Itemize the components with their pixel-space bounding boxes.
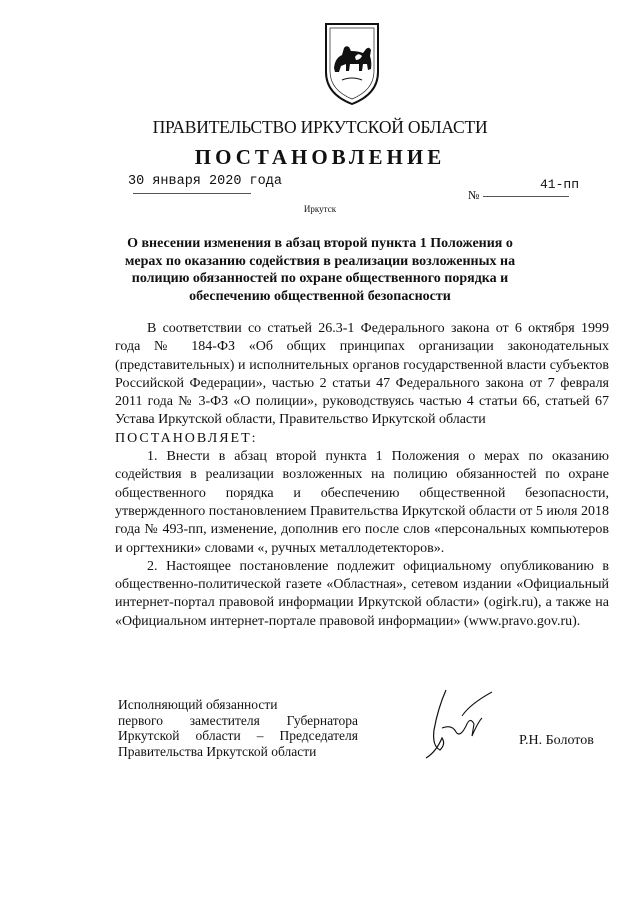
item-2-paragraph: 2. Настоящее постановление подлежит официальному опубликованию в общественно-политической газете «Областная», сетевом издании «Официальный интернет-портал правовой информации Иркутской области» (ogirk.ru), а также на «Официальном интернет-портале правовой информации» (www.pravo.gov.ru). — [115, 558, 609, 629]
document-date: 30 января 2020 года — [128, 174, 282, 189]
position-line: Правительства Иркутской области — [118, 743, 317, 759]
item-1-paragraph: 1. Внести в абзац второй пункта 1 Положения о мерах по оказанию содействия в реализации возложенных на полицию обязанностей по охране общественного порядка и обеспечению общественной безопасности, утвержденного постановлением Правительства Иркутской области от 5 июля 2018 года № 493-пп, изменение, дополнив его после слов «персональных компьютеров и оргтехники» словами «, ручных металлодетекторов». — [115, 449, 609, 556]
handwritten-signature — [412, 686, 496, 762]
document-type: ПОСТАНОВЛЕНИЕ — [194, 145, 446, 169]
city-name: Иркутск — [303, 204, 337, 214]
position-line: Исполняющий обязанности — [118, 697, 278, 712]
resolves-heading: ПОСТАНОВЛЯЕТ: — [115, 430, 258, 446]
document-number: 41-пп — [540, 177, 580, 192]
document-body — [115, 320, 609, 631]
signatory-position — [118, 697, 358, 759]
preamble-paragraph: В соответствии со статьей 26.3-1 Федерального закона от 6 октября 1999 года № 184-ФЗ «Об общих принципах организации законодательных (представительных) и исполнительных органов государственной власти субъектов Российской Федерации», частью 2 статьи 47 Федерального закона от 7 февраля 2011 года № 3-ФЗ «О полиции», руководствуясь частью 4 статьи 66, статьей 67 Устава Иркутской области, Правительство Иркутской области — [115, 321, 609, 428]
number-underline — [483, 196, 569, 197]
date-underline — [133, 193, 251, 194]
number-sign: № — [468, 188, 480, 202]
signatory-name: Р.Н. Болотов — [519, 733, 594, 748]
position-line: Иркутской области – Председателя — [118, 728, 358, 743]
coat-of-arms-icon — [322, 20, 382, 106]
position-line: первого заместителя Губернатора — [118, 712, 358, 728]
organization-name: ПРАВИТЕЛЬСТВО ИРКУТСКОЙ ОБЛАСТИ — [152, 117, 488, 137]
document-title: О внесении изменения в абзац второй пункта 1 Положения о мерах по оказанию содействия в реализации возложенных на полицию обязанностей по охране общественного порядка и обеспечению общественной безопасности — [124, 236, 516, 304]
